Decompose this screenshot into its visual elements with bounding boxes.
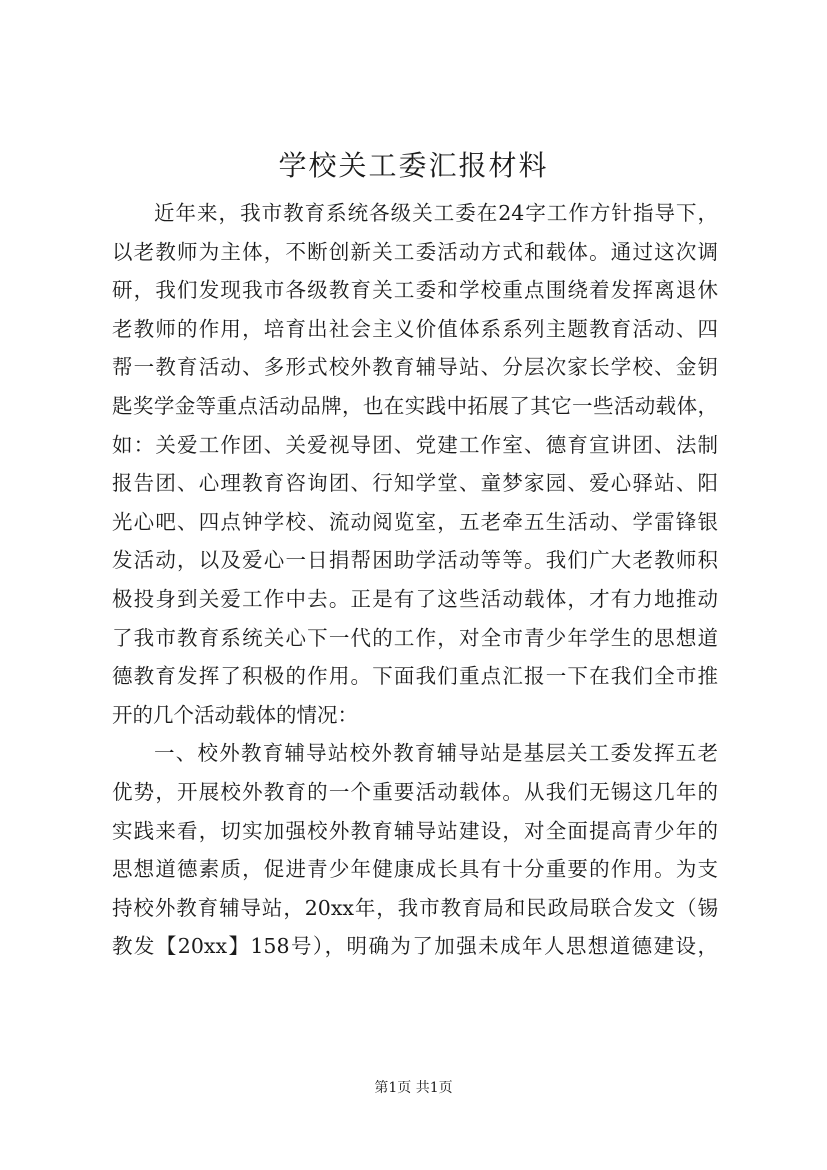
- body-line: 思想道德素质，促进青少年健康成长具有十分重要的作用。为支: [112, 857, 718, 882]
- page-footer: 第1页 共1页: [374, 1080, 453, 1096]
- document-title: 学校关工委汇报材料: [278, 149, 549, 182]
- body-line: 匙奖学金等重点活动品牌，也在实践中拓展了其它一些活动载体，: [112, 393, 718, 418]
- body-line: 帮一教育活动、多形式校外教育辅导站、分层次家长学校、金钥: [112, 355, 718, 380]
- body-line: 如：关爱工作团、关爱视导团、党建工作室、德育宣讲团、法制: [112, 432, 718, 457]
- body-line: 持校外教育辅导站，20xx年，我市教育局和民政局联合发文（锡: [112, 895, 718, 920]
- body-line: 实践来看，切实加强校外教育辅导站建设，对全面提高青少年的: [112, 818, 718, 843]
- body-line: 开的几个活动载体的情况：: [112, 702, 358, 727]
- body-line: 极投身到关爱工作中去。正是有了这些活动载体，才有力地推动: [112, 586, 718, 611]
- body-line: 一、校外教育辅导站校外教育辅导站是基层关工委发挥五老: [154, 741, 718, 766]
- document-body: [112, 194, 718, 966]
- body-line: 近年来，我市教育系统各级关工委在24字工作方针指导下，: [154, 201, 718, 225]
- body-line: 研，我们发现我市各级教育关工委和学校重点围绕着发挥离退休: [112, 278, 718, 303]
- body-line: 以老教师为主体，不断创新关工委活动方式和载体。通过这次调: [112, 239, 718, 264]
- body-line: 老教师的作用，培育出社会主义价值体系系列主题教育活动、四: [112, 316, 718, 341]
- body-line: 教发【20xx】158号），明确为了加强未成年人思想道德建设，: [112, 934, 718, 959]
- body-line: 光心吧、四点钟学校、流动阅览室，五老牵五生活动、学雷锋银: [112, 509, 718, 534]
- body-line: 德教育发挥了积极的作用。下面我们重点汇报一下在我们全市推: [112, 664, 718, 689]
- body-line: 发活动，以及爱心一日捐帮困助学活动等等。我们广大老教师积: [112, 548, 718, 573]
- body-line: 了我市教育系统关心下一代的工作，对全市青少年学生的思想道: [112, 625, 718, 650]
- body-line: 优势，开展校外教育的一个重要活动载体。从我们无锡这几年的: [112, 779, 718, 804]
- body-line: 报告团、心理教育咨询团、行知学堂、童梦家园、爱心驿站、阳: [112, 471, 718, 496]
